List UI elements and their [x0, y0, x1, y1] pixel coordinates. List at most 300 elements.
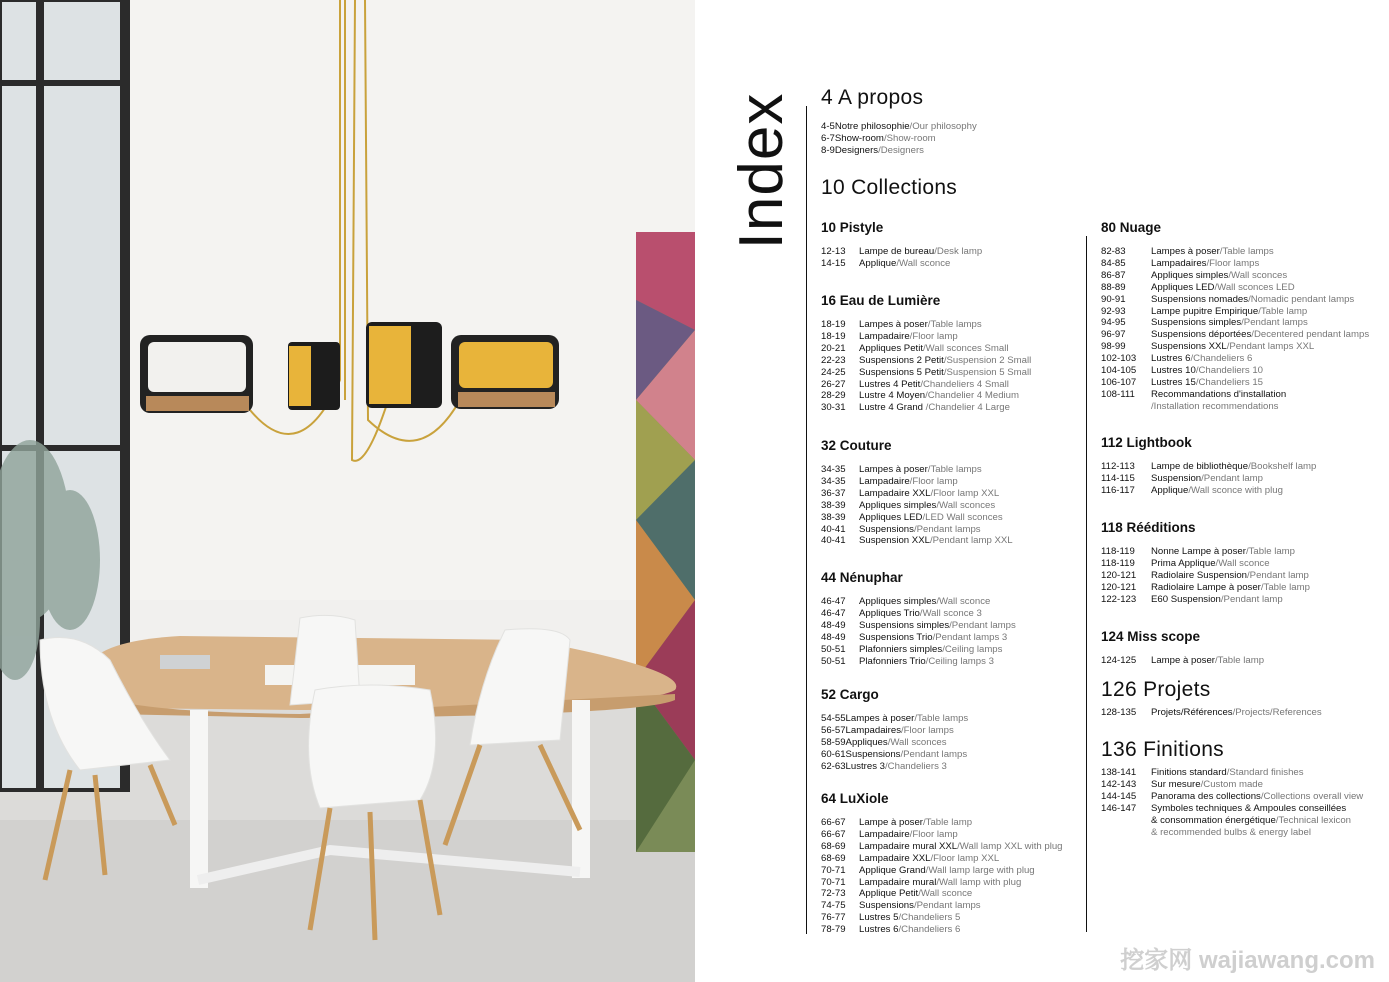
entry-title-fr: Panorama des collections [1151, 790, 1261, 802]
entry-title-en: /Floor lamps [1206, 257, 1260, 269]
entry-list [821, 596, 1016, 667]
index-entry [821, 725, 968, 737]
page-number: 50-51 [821, 643, 846, 655]
left-column-rule [806, 106, 807, 934]
page-number: 66-67 [821, 817, 846, 828]
section-heading: 4 A propos [821, 86, 924, 109]
index-entry [821, 853, 1063, 865]
entry-title-en: /Pendant lamps XXL [1226, 341, 1315, 353]
entry-title-fr: Lampadaire mural [859, 876, 937, 888]
page-number: 4-5 [821, 121, 835, 132]
entry-title-en: /Wall sconce with plug [1188, 484, 1283, 496]
page-number: 92-93 [1101, 305, 1126, 317]
page-number: 46-47 [821, 596, 846, 607]
index-entry [821, 488, 1013, 500]
entry-title-en: /Pendant lamp XXL [929, 535, 1013, 547]
entry-title-en: /Pendant lamps [900, 748, 968, 760]
entry-list [1101, 655, 1264, 667]
index-entry [821, 888, 1063, 900]
entry-title-fr: Applique [859, 257, 897, 269]
entry-title-en: /Show-room [883, 132, 936, 144]
entry-title-en: /Pendant lamps [1241, 317, 1308, 329]
collection-heading: 32 Couture [821, 438, 892, 453]
index-entry [821, 620, 1016, 632]
index-entry [821, 596, 1016, 608]
entry-title-fr: Lampadaire [859, 475, 910, 487]
entry-title-fr: Lampe à poser [1151, 655, 1215, 666]
page-number: 78-79 [821, 924, 846, 936]
index-entry [1101, 258, 1369, 270]
entry-title-fr: Suspension [1151, 472, 1202, 484]
page-number: 74-75 [821, 900, 846, 912]
page-number: 122-123 [1101, 593, 1137, 605]
page-number: 124-125 [1101, 655, 1137, 666]
entry-title-fr: Suspensions déportées [1151, 329, 1252, 341]
entry-title-en: /Chandeliers 10 [1195, 365, 1264, 377]
entry-list [821, 246, 982, 270]
right-column-rule [1086, 236, 1087, 932]
index-entry [1101, 594, 1310, 606]
entry-title-en: /Chandeliers 4 Small [920, 378, 1009, 390]
entry-title-fr: Lampes à poser [859, 319, 928, 330]
index-title: Index [727, 92, 796, 250]
index-entry [1101, 485, 1316, 497]
page-number: 104-105 [1101, 365, 1137, 377]
page-number: 94-95 [1101, 317, 1126, 329]
entry-title-fr: E60 Suspension [1151, 593, 1221, 605]
entry-title-fr: Appliques simples [859, 596, 937, 607]
entry-title-fr: Suspension XXL [859, 535, 930, 547]
entry-title-fr: Appliques LED [1151, 281, 1215, 293]
entry-title-fr: Show-room [834, 132, 884, 144]
entry-title-en: /Wall sconce [918, 888, 973, 900]
entry-title-en: /Suspension 2 Small [943, 354, 1032, 366]
entry-title-en: /Floor lamps [901, 724, 954, 736]
index-entry [1101, 353, 1369, 365]
entry-title-en: /Table lamp [1258, 305, 1308, 317]
index-entry [1101, 827, 1363, 839]
page-number: 18-19 [821, 319, 846, 330]
collection-heading: 112 Lightbook [1101, 435, 1192, 450]
index-entry [1101, 282, 1369, 294]
entry-title-en: /Installation recommendations [1151, 400, 1279, 412]
entry-title-fr: Lustre 4 Moyen [859, 390, 926, 402]
page-number: 106-107 [1101, 376, 1137, 388]
entry-title-en: /Pendant lamps [913, 900, 981, 912]
index-entry [821, 367, 1031, 379]
collection-heading: 16 Eau de Lumière [821, 293, 941, 308]
entry-title-en: /Designers [878, 144, 924, 156]
index-entry [821, 258, 982, 270]
entry-title-fr: Lampadaire XXL [859, 487, 931, 499]
entry-title-fr: Lampes à poser [859, 464, 928, 475]
entry-title-fr: Suspensions 5 Petit [859, 366, 944, 378]
entry-title-en: /Wall sconce [1215, 557, 1270, 569]
entry-title-fr: Nonne Lampe à poser [1151, 546, 1246, 557]
entry-title-en: /Standard finishes [1226, 767, 1304, 778]
entry-title-en: /Collections overall view [1260, 790, 1364, 802]
entry-title-fr: Appliques Trio [859, 607, 920, 619]
index-entry [821, 865, 1063, 877]
entry-title-fr: Projets/Références [1151, 707, 1233, 718]
index-entry [1101, 707, 1322, 719]
page-number: 22-23 [821, 354, 846, 366]
entry-title-fr: Appliques Petit [859, 342, 923, 354]
index-entry [821, 608, 1016, 620]
index-entry [1101, 329, 1369, 341]
page-number: 12-13 [821, 246, 846, 257]
page-number: 38-39 [821, 511, 846, 523]
entry-list [821, 121, 977, 157]
page-number: 20-21 [821, 342, 846, 354]
watermark: 挖家网 wajiawang.com [1120, 947, 1375, 974]
entry-title-fr: Lampadaire XXL [859, 852, 931, 864]
index-entry [1101, 791, 1363, 803]
entry-title-en: /Floor lamp [909, 475, 958, 487]
index-entry [821, 912, 1063, 924]
index-entry [1101, 779, 1363, 791]
page-number: 14-15 [821, 257, 846, 269]
entry-title-en: /Wall lamp large with plug [925, 864, 1035, 876]
index-entry [821, 632, 1016, 644]
page-number: 70-71 [821, 876, 846, 888]
page-number: 102-103 [1101, 353, 1137, 365]
collection-heading: 118 Rééditions [1101, 520, 1196, 535]
page-number: 8-9 [821, 144, 835, 156]
page-number: 48-49 [821, 619, 846, 631]
collection-heading: 64 LuXiole [821, 791, 889, 806]
entry-title-fr: Applique Grand [859, 864, 926, 876]
page-number: 40-41 [821, 535, 846, 547]
page-number: 26-27 [821, 378, 846, 390]
entry-title-fr: Lampadaire [859, 828, 910, 840]
entry-title-en: /Table lamps [927, 319, 982, 330]
page-number: 28-29 [821, 390, 846, 402]
entry-list [821, 464, 1013, 547]
index-entry [1101, 655, 1264, 667]
entry-title-fr: Radiolaire Suspension [1151, 569, 1247, 581]
index-entry [1101, 546, 1310, 558]
index-entry [1101, 294, 1369, 306]
entry-title-en: /Floor lamp XXL [930, 852, 1000, 864]
entry-title-fr: Appliques [845, 736, 888, 748]
entry-title-fr: Lustres 6 [859, 924, 899, 936]
index-entry [1101, 306, 1369, 318]
entry-title-en: /Chandelier 4 Medium [925, 390, 1019, 402]
page-number: 68-69 [821, 840, 846, 852]
entry-title-fr: Plafonniers Trio [859, 655, 926, 667]
entry-title-fr: Suspensions simples [1151, 317, 1242, 329]
entry-title-en: & recommended bulbs & energy label [1151, 826, 1311, 838]
entry-title-fr: Lustres 6 [1151, 353, 1191, 365]
entry-title-en: /Table lamp [1260, 581, 1310, 593]
page-number: 84-85 [1101, 257, 1126, 269]
entry-title-en: /Wall lamp XXL with plug [957, 840, 1063, 852]
entry-title-fr: Suspensions nomades [1151, 293, 1249, 305]
page-number: 34-35 [821, 475, 846, 487]
entry-title-fr: Radiolaire Lampe à poser [1151, 581, 1261, 593]
entry-title-fr: Lampe de bibliothèque [1151, 461, 1249, 472]
index-entry [821, 829, 1063, 841]
index-entry [821, 464, 1013, 476]
entry-title-fr: Notre philosophie [834, 121, 910, 132]
index-entry [1101, 377, 1369, 389]
entry-title-en: /Table lamp [923, 817, 973, 828]
index-entry [821, 524, 1013, 536]
entry-title-en: /Wall sconce 3 [919, 607, 982, 619]
entry-title-fr: Appliques simples [859, 499, 937, 511]
index-entry [1101, 270, 1369, 282]
entry-title-en: /Table lamps [927, 464, 982, 475]
entry-title-fr: Lustres 4 Petit [859, 378, 921, 390]
entry-title-fr: Lampes à poser [845, 713, 915, 724]
entry-title-en: /Table lamp [1245, 546, 1295, 557]
index-entry [1101, 317, 1369, 329]
entry-title-fr: Suspensions XXL [1151, 341, 1227, 353]
page-number: 96-97 [1101, 329, 1126, 341]
entry-title-en: /Custom made [1200, 778, 1263, 790]
entry-title-fr: Lustre 4 Grand [859, 402, 926, 414]
collection-heading: 124 Miss scope [1101, 629, 1201, 644]
page-number: 82-83 [1101, 246, 1126, 257]
index-entry [821, 500, 1013, 512]
page-number: 142-143 [1101, 778, 1137, 790]
entry-title-en: /Chandelier 4 Large [925, 402, 1010, 414]
index-entry [1101, 582, 1310, 594]
page-number: 60-61 [821, 748, 846, 760]
entry-title-fr: Lampe de bureau [859, 246, 935, 257]
entry-title-en: /Pendant lamps [949, 619, 1016, 631]
page-number: 120-121 [1101, 569, 1137, 581]
index-entry [1101, 570, 1310, 582]
entry-title-fr: Suspensions [845, 748, 901, 760]
entry-title-en: /Projects/References [1232, 707, 1322, 718]
entry-title-en: /Floor lamp XXL [930, 487, 1000, 499]
index-entry [821, 924, 1063, 936]
entry-title-fr: Suspensions Trio [859, 631, 933, 643]
index-entry [821, 355, 1031, 367]
entry-title-en: /Floor lamp [909, 330, 958, 342]
page-number: 90-91 [1101, 293, 1126, 305]
entry-title-en: /Pendant lamps 3 [932, 631, 1008, 643]
entry-title-en: /Wall sconce [896, 257, 951, 269]
entry-title-en: /Wall sconces [1228, 269, 1288, 281]
entry-title-fr: Lustres 5 [859, 912, 899, 924]
entry-list [1101, 246, 1369, 413]
entry-title-en: /Pendant lamp [1220, 593, 1283, 605]
page-number: 128-135 [1101, 707, 1137, 718]
page-number: 118-119 [1101, 546, 1135, 557]
page-number: 112-113 [1101, 461, 1135, 472]
entry-title-en: /Floor lamp [909, 828, 958, 840]
entry-title-en: /Suspension 5 Small [943, 366, 1032, 378]
entry-title-en: /Wall sconces [887, 736, 947, 748]
index-entry [1101, 558, 1310, 570]
entry-title-en: /Ceiling lamps 3 [925, 655, 994, 667]
index-entry [821, 121, 977, 133]
page-number: 86-87 [1101, 269, 1126, 281]
index-entry [821, 737, 968, 749]
index-entry [821, 331, 1031, 343]
page-number: 138-141 [1101, 767, 1137, 778]
entry-title-fr: Appliques simples [1151, 269, 1229, 281]
entry-title-en: /Wall sconces Small [923, 342, 1009, 354]
page-number: 24-25 [821, 366, 846, 378]
section-heading: 10 Collections [821, 176, 958, 199]
page-number: 120-121 [1101, 581, 1137, 593]
entry-list [821, 817, 1063, 936]
entry-title-en: /Table lamps [1219, 246, 1274, 257]
page-number: 68-69 [821, 852, 846, 864]
entry-title-fr: Lampe à poser [859, 817, 923, 828]
collection-heading: 80 Nuage [1101, 220, 1162, 235]
collection-heading: 44 Nénuphar [821, 570, 903, 585]
index-entry [821, 379, 1031, 391]
page-number: 46-47 [821, 607, 846, 619]
section-heading: 136 Finitions [1101, 738, 1224, 761]
entry-title-en: /Chandeliers 3 [885, 760, 947, 772]
entry-title-fr: Suspensions [859, 523, 914, 535]
entry-title-fr: Appliques LED [859, 511, 923, 523]
page-number: 146-147 [1101, 802, 1137, 814]
page-number: 62-63 [821, 760, 846, 772]
page-number: 6-7 [821, 132, 835, 144]
entry-title-fr: Lustres 10 [1151, 365, 1196, 377]
index-entry [821, 900, 1063, 912]
page-number: 114-115 [1101, 472, 1135, 484]
entry-title-en: /Technical lexicon [1275, 814, 1351, 826]
index-entry [821, 145, 977, 157]
entry-title-en: /Wall sconces [936, 499, 996, 511]
page-number: 66-67 [821, 828, 846, 840]
entry-title-fr: Lampadaire [859, 330, 910, 342]
page-number: 76-77 [821, 912, 846, 924]
entry-title-en: /Nomadic pendant lamps [1248, 293, 1355, 305]
page-number: 116-117 [1101, 484, 1135, 496]
index-entry [821, 656, 1016, 668]
entry-title-en: /Wall sconce [936, 596, 991, 607]
index-entry [1101, 767, 1363, 779]
page-number: 36-37 [821, 487, 846, 499]
collection-heading: 10 Pistyle [821, 220, 884, 235]
entry-title-en: /Chandeliers 6 [898, 924, 961, 936]
entry-list [821, 713, 968, 773]
index-entry [821, 390, 1031, 402]
entry-title-en: /Table lamp [1215, 655, 1265, 666]
entry-title-en: /LED Wall sconces [922, 511, 1003, 523]
entry-title-en: /Chandeliers 15 [1195, 376, 1264, 388]
entry-title-fr: Recommandations d'installation [1151, 388, 1287, 400]
index-entry [821, 713, 968, 725]
index-entry [821, 761, 968, 773]
page-number: 34-35 [821, 464, 846, 475]
index-entry [821, 246, 982, 258]
entry-title-en: /Pendant lamp [1247, 569, 1309, 581]
entry-title-en: /Pendant lamps [913, 523, 981, 535]
page-number: 70-71 [821, 864, 846, 876]
page-number: 98-99 [1101, 341, 1126, 353]
entry-title-en: /Table lamps [914, 713, 969, 724]
index-entry [821, 319, 1031, 331]
entry-title-fr: Lustres 3 [845, 760, 886, 772]
entry-title-fr: Applique Petit [859, 888, 919, 900]
entry-list [1101, 767, 1363, 838]
entry-list [1101, 707, 1322, 719]
entry-title-fr: Designers [834, 144, 879, 156]
entry-title-en: /Wall sconces LED [1214, 281, 1295, 293]
entry-title-en: /Our philosophy [909, 121, 977, 132]
page-number: 54-55 [821, 713, 846, 724]
entry-list [1101, 546, 1310, 606]
page-number: 88-89 [1101, 281, 1126, 293]
page-number: 56-57 [821, 724, 846, 736]
entry-title-fr: Sur mesure [1151, 778, 1201, 790]
index-entry [1101, 246, 1369, 258]
page-number: 58-59 [821, 736, 846, 748]
collection-heading: 52 Cargo [821, 687, 879, 702]
page-number: 40-41 [821, 523, 846, 535]
entry-title-fr: Suspensions [859, 900, 914, 912]
entry-title-en: /Wall lamp with plug [936, 876, 1022, 888]
page-number: 108-111 [1101, 388, 1135, 400]
page-number: 48-49 [821, 631, 846, 643]
entry-title-fr: Lampadaires [845, 724, 902, 736]
index-entry [821, 133, 977, 145]
entry-title-en: /Chandeliers 6 [1190, 353, 1253, 365]
page-number: 18-19 [821, 330, 846, 342]
page-number: 50-51 [821, 655, 846, 667]
page-number: 118-119 [1101, 557, 1135, 569]
entry-list [821, 319, 1031, 414]
entry-title-en: /Desk lamp [934, 246, 983, 257]
entry-title-fr: Lustres 15 [1151, 376, 1196, 388]
page-number: 72-73 [821, 888, 846, 900]
index-entry [1101, 401, 1369, 413]
page-number: 38-39 [821, 499, 846, 511]
index-entry [821, 877, 1063, 889]
index-entry [821, 749, 968, 761]
index-entry [821, 841, 1063, 853]
page-number: 30-31 [821, 402, 846, 414]
entry-title-fr: Finitions standard [1151, 767, 1227, 778]
entry-title-en: /Ceiling lamps [942, 643, 1003, 655]
index-entry [821, 343, 1031, 355]
entry-title-fr: Lampes à poser [1151, 246, 1220, 257]
entry-title-en: /Pendant lamp [1201, 472, 1264, 484]
index-entry [821, 644, 1016, 656]
index-entry [1101, 365, 1369, 377]
entry-title-en: /Chandeliers 5 [898, 912, 961, 924]
entry-title-fr: Suspensions 2 Petit [859, 354, 944, 366]
entry-title-fr: & consommation énergétique [1151, 814, 1276, 826]
entry-title-fr: Lampadaires [1151, 257, 1207, 269]
section-heading: 126 Projets [1101, 678, 1211, 701]
page-number: 144-145 [1101, 790, 1137, 802]
index-entry [821, 402, 1031, 414]
index-entry [1101, 341, 1369, 353]
index-entry [821, 476, 1013, 488]
entry-title-fr: Lampadaire mural XXL [859, 840, 958, 852]
entry-title-fr: Suspensions simples [859, 619, 950, 631]
index-entry [821, 512, 1013, 524]
index-entry [821, 535, 1013, 547]
index-entry [1101, 803, 1363, 815]
entry-title-en: /Decentered pendant lamps [1251, 329, 1370, 341]
index-entry [821, 817, 1063, 829]
entry-title-fr: Symboles techniques & Ampoules conseillées [1151, 802, 1347, 814]
entry-list [1101, 461, 1316, 497]
entry-title-fr: Plafonniers simples [859, 643, 943, 655]
